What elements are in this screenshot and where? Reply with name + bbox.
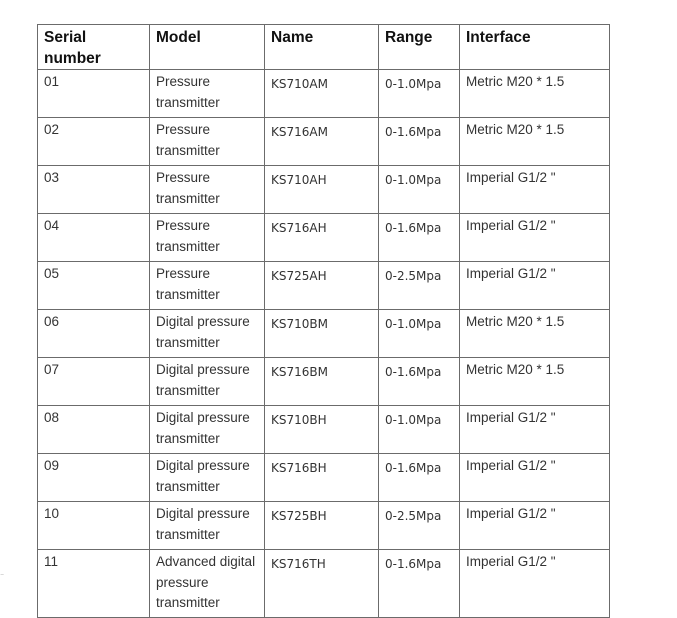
cell-serial: 11	[38, 550, 150, 618]
cell-name: KS716BM	[265, 358, 379, 406]
cell-name: KS716AM	[265, 118, 379, 166]
cell-name: KS716AH	[265, 214, 379, 262]
cell-serial: 04	[38, 214, 150, 262]
cell-model: Pressure transmitter	[150, 262, 265, 310]
cell-serial: 07	[38, 358, 150, 406]
corner-tick-mark: ⁻	[0, 571, 5, 580]
cell-model: Digital pressure transmitter	[150, 502, 265, 550]
cell-interface: Imperial G1/2 "	[460, 214, 610, 262]
table-row	[38, 70, 610, 118]
cell-interface: Imperial G1/2 "	[460, 550, 610, 618]
cell-model: Digital pressure transmitter	[150, 310, 265, 358]
cell-serial: 10	[38, 502, 150, 550]
table-row	[38, 118, 610, 166]
table-row	[38, 406, 610, 454]
cell-range: 0-1.0Mpa	[379, 70, 460, 118]
cell-interface: Metric M20 * 1.5	[460, 310, 610, 358]
table-row	[38, 550, 610, 618]
table-row	[38, 166, 610, 214]
cell-serial: 06	[38, 310, 150, 358]
cell-range: 0-2.5Mpa	[379, 262, 460, 310]
cell-name: KS716BH	[265, 454, 379, 502]
cell-range: 0-1.6Mpa	[379, 118, 460, 166]
cell-interface: Metric M20 * 1.5	[460, 358, 610, 406]
table-row	[38, 214, 610, 262]
cell-model: Pressure transmitter	[150, 214, 265, 262]
table-row	[38, 262, 610, 310]
cell-model: Digital pressure transmitter	[150, 406, 265, 454]
cell-name: KS725BH	[265, 502, 379, 550]
cell-name: KS710AH	[265, 166, 379, 214]
cell-range: 0-1.6Mpa	[379, 454, 460, 502]
table-row	[38, 310, 610, 358]
cell-name: KS725AH	[265, 262, 379, 310]
cell-serial: 08	[38, 406, 150, 454]
cell-range: 0-1.6Mpa	[379, 550, 460, 618]
cell-serial: 02	[38, 118, 150, 166]
cell-model: Pressure transmitter	[150, 166, 265, 214]
header-interface: Interface	[460, 25, 610, 70]
cell-serial: 01	[38, 70, 150, 118]
table-row	[38, 502, 610, 550]
table-row	[38, 454, 610, 502]
table-body	[38, 70, 610, 618]
cell-name: KS716TH	[265, 550, 379, 618]
cell-model: Pressure transmitter	[150, 70, 265, 118]
cell-interface: Imperial G1/2 "	[460, 166, 610, 214]
cell-interface: Imperial G1/2 "	[460, 406, 610, 454]
header-range: Range	[379, 25, 460, 70]
cell-interface: Imperial G1/2 "	[460, 502, 610, 550]
cell-model: Advanced digital pressure transmitter	[150, 550, 265, 618]
cell-range: 0-2.5Mpa	[379, 502, 460, 550]
cell-interface: Imperial G1/2 "	[460, 262, 610, 310]
table-row	[38, 358, 610, 406]
header-name: Name	[265, 25, 379, 70]
cell-range: 0-1.6Mpa	[379, 358, 460, 406]
cell-model: Digital pressure transmitter	[150, 454, 265, 502]
cell-serial: 03	[38, 166, 150, 214]
cell-range: 0-1.0Mpa	[379, 166, 460, 214]
cell-range: 0-1.0Mpa	[379, 406, 460, 454]
cell-model: Pressure transmitter	[150, 118, 265, 166]
header-row	[38, 25, 610, 70]
cell-range: 0-1.6Mpa	[379, 214, 460, 262]
product-spec-table	[37, 24, 610, 618]
header-serial-number: Serial number	[38, 25, 150, 70]
cell-interface: Imperial G1/2 "	[460, 454, 610, 502]
cell-name: KS710BM	[265, 310, 379, 358]
cell-serial: 09	[38, 454, 150, 502]
table-header	[38, 25, 610, 70]
cell-model: Digital pressure transmitter	[150, 358, 265, 406]
cell-serial: 05	[38, 262, 150, 310]
cell-interface: Metric M20 * 1.5	[460, 118, 610, 166]
header-model: Model	[150, 25, 265, 70]
cell-range: 0-1.0Mpa	[379, 310, 460, 358]
cell-name: KS710BH	[265, 406, 379, 454]
cell-interface: Metric M20 * 1.5	[460, 70, 610, 118]
cell-name: KS710AM	[265, 70, 379, 118]
